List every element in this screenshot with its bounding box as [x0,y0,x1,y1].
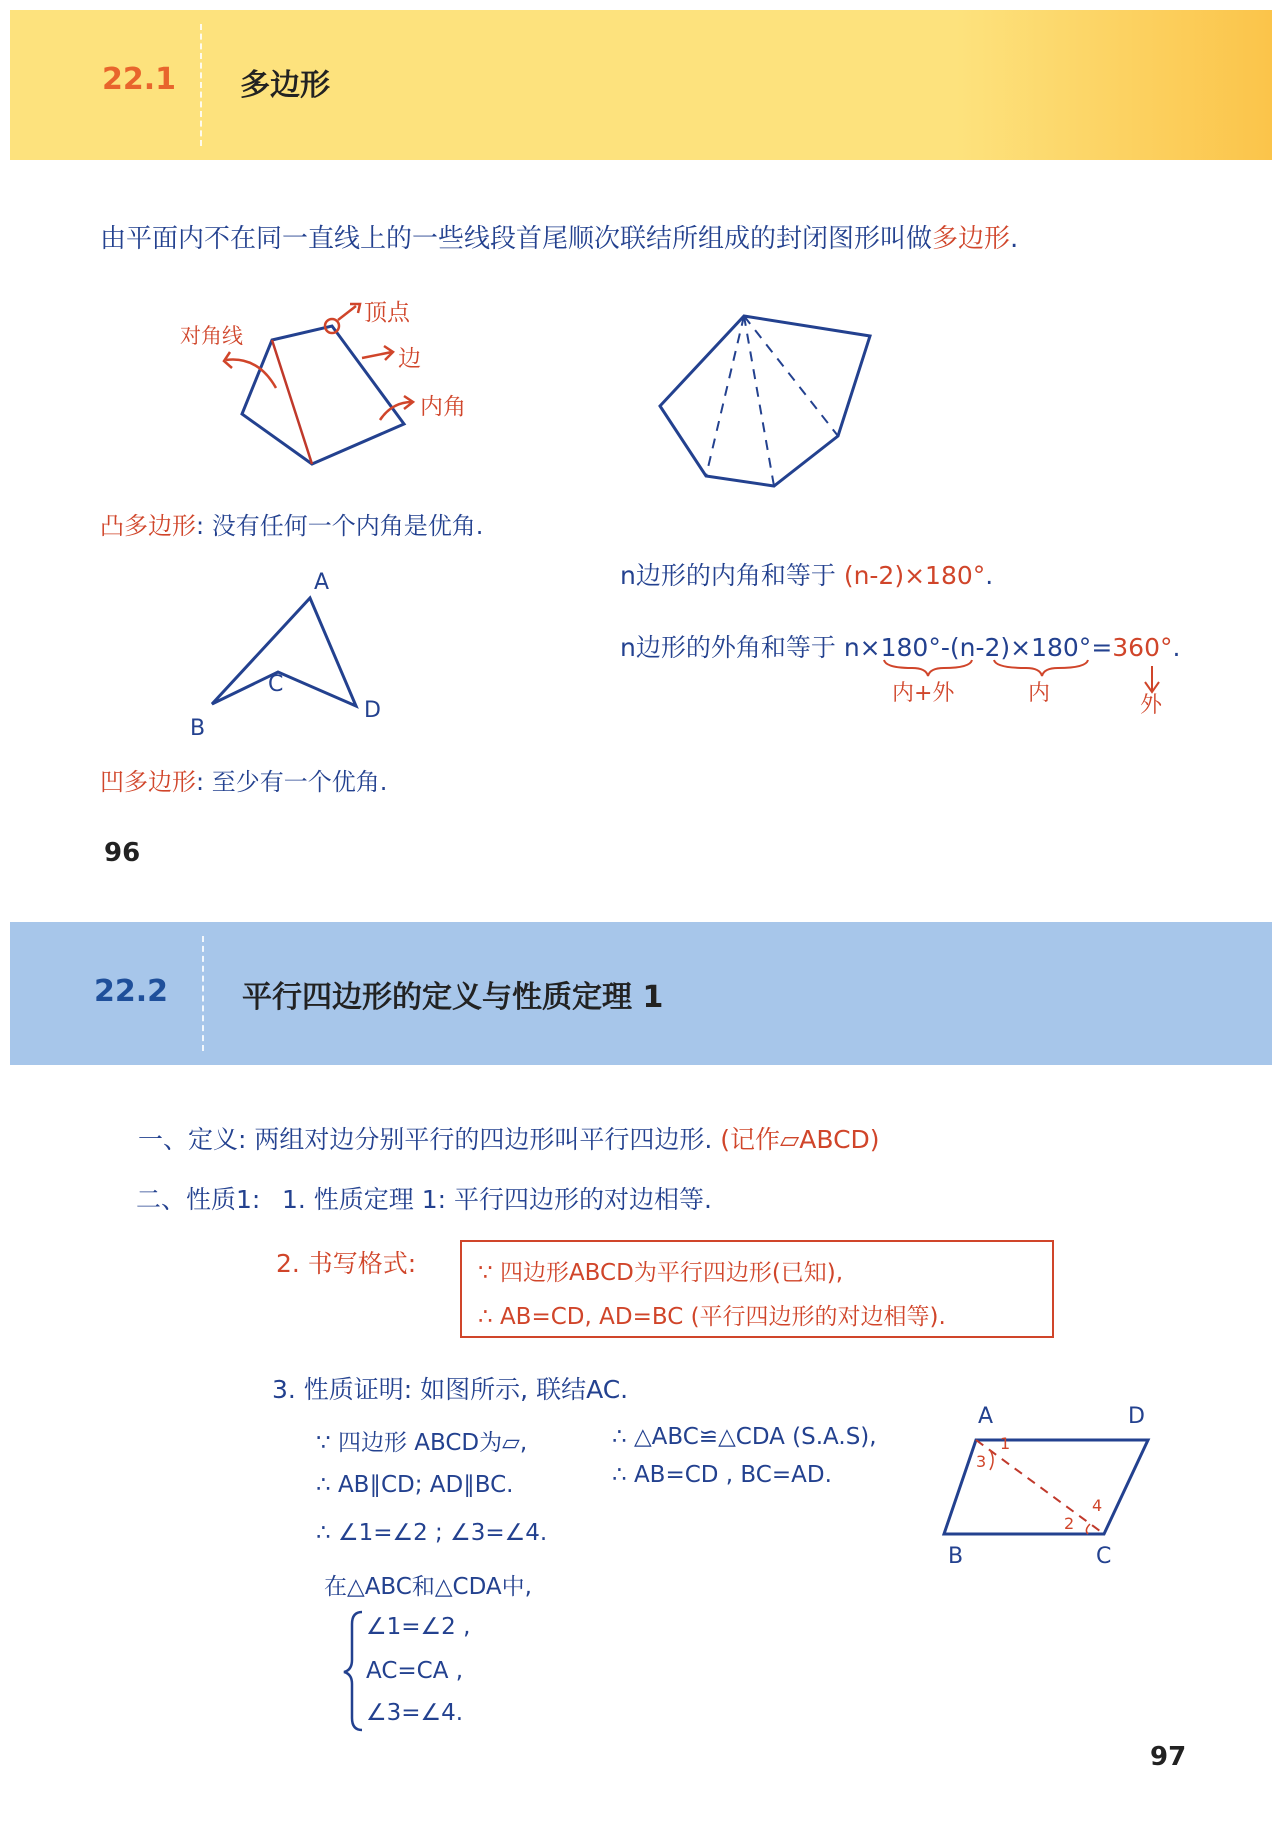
page-number-left: 96 [104,838,141,868]
concave-term: 凹多边形 [100,768,196,796]
exterior-sum-minus: - [940,633,950,662]
box-line-2: ∴ AB=CD, AD=BC (平行四边形的对边相等). [478,1304,946,1330]
angle-1-label: 1 [1000,1434,1011,1453]
vertex-d-label: D [364,698,381,723]
definition-text: 由平面内不在同一直线上的一些线段首尾顺次联结所组成的封闭图形叫做 [100,224,933,254]
vertex-a-label: A [978,1404,994,1429]
proof-line: 在△ABC和△CDA中, [324,1574,532,1600]
label-side: 边 [398,346,421,372]
exterior-sum-end: . [1172,633,1181,662]
definition-text: 一、定义: 两组对边分别平行的四边形叫平行四边形. [138,1125,713,1154]
vertex-c-label: C [268,672,284,697]
angle-4-label: 4 [1092,1496,1103,1515]
note-inner-outer: 内+外 [892,681,955,706]
interior-sum-text: n边形的内角和等于 [620,561,836,590]
labeled-quadrilateral-figure [224,304,413,464]
angle-3-label: 3 [976,1452,987,1471]
vertex-b-label: B [190,716,206,741]
vertex-b-label: B [948,1544,964,1569]
exterior-sum-eq: = [1091,633,1113,662]
exterior-sum-text: n边形的外角和等于 [620,633,836,662]
section-number: 22.2 [94,974,169,1009]
conclusion-line: ∴ △ABC≌△CDA (S.A.S), [612,1424,877,1450]
proof-line: ∵ 四边形 ABCD为▱, [316,1430,528,1456]
convex-polygon-definition [100,506,483,541]
concave-desc: : 至少有一个优角. [196,768,388,796]
page-number-right: 97 [1150,1742,1187,1772]
interior-sum-value: (n-2)×180° [843,561,986,590]
property-theorem-1: 1. 性质定理 1: 平行四边形的对边相等. [282,1185,712,1214]
system-line: ∠3=∠4. [366,1700,464,1726]
interior-angle-sum [620,556,993,592]
exterior-sum-expr1: n×180° [843,633,941,662]
system-brace [344,1612,362,1730]
definition-note: (记作▱ABCD) [720,1125,880,1154]
parallelogram-figure [944,1440,1148,1534]
system-line: AC=CA , [366,1658,464,1684]
proof-line: ∴ AB∥CD; AD∥BC. [316,1472,514,1498]
interior-sum-end: . [985,561,994,590]
parallelogram-definition [138,1120,880,1156]
exterior-angle-sum [620,628,1180,664]
vertex-d-label: D [1128,1404,1145,1429]
vertex-c-label: C [1096,1544,1112,1569]
convex-desc: : 没有任何一个内角是优角. [196,512,484,540]
property-heading: 二、性质1: [136,1185,261,1214]
system-line: ∠1=∠2 , [366,1614,471,1640]
label-diagonal: 对角线 [180,324,243,348]
section-number: 22.1 [102,62,177,97]
conclusion-line: ∴ AB=CD , BC=AD. [612,1462,832,1488]
section-header-22-2 [10,922,1272,1065]
exterior-sum-expr2: (n-2)×180° [949,633,1092,662]
vertex-a-label: A [314,570,330,595]
label-interior-angle: 内角 [420,394,466,420]
section-title: 平行四边形的定义与性质定理 1 [242,980,664,1015]
section-title: 多边形 [240,68,330,103]
concave-quadrilateral-figure [212,598,356,706]
header-divider [202,936,204,1051]
convex-term: 凸多边形 [100,512,196,540]
note-inner: 内 [1028,681,1051,706]
writing-format-label: 2. 书写格式: [276,1249,417,1278]
definition-end: . [1010,224,1019,254]
note-outer: 外 [1140,693,1163,718]
angle-2-label: 2 [1064,1514,1075,1533]
proof-line: ∴ ∠1=∠2 ; ∠3=∠4. [316,1520,548,1546]
box-line-1: ∵ 四边形ABCD为平行四边形(已知), [478,1260,844,1286]
exterior-sum-result: 360° [1112,633,1173,662]
proof-heading: 3. 性质证明: 如图所示, 联结AC. [272,1375,629,1404]
definition-term: 多边形 [932,224,1011,254]
label-vertex: 顶点 [364,300,410,326]
hexagon-diagonals-figure [660,316,870,486]
concave-polygon-definition [100,762,387,797]
